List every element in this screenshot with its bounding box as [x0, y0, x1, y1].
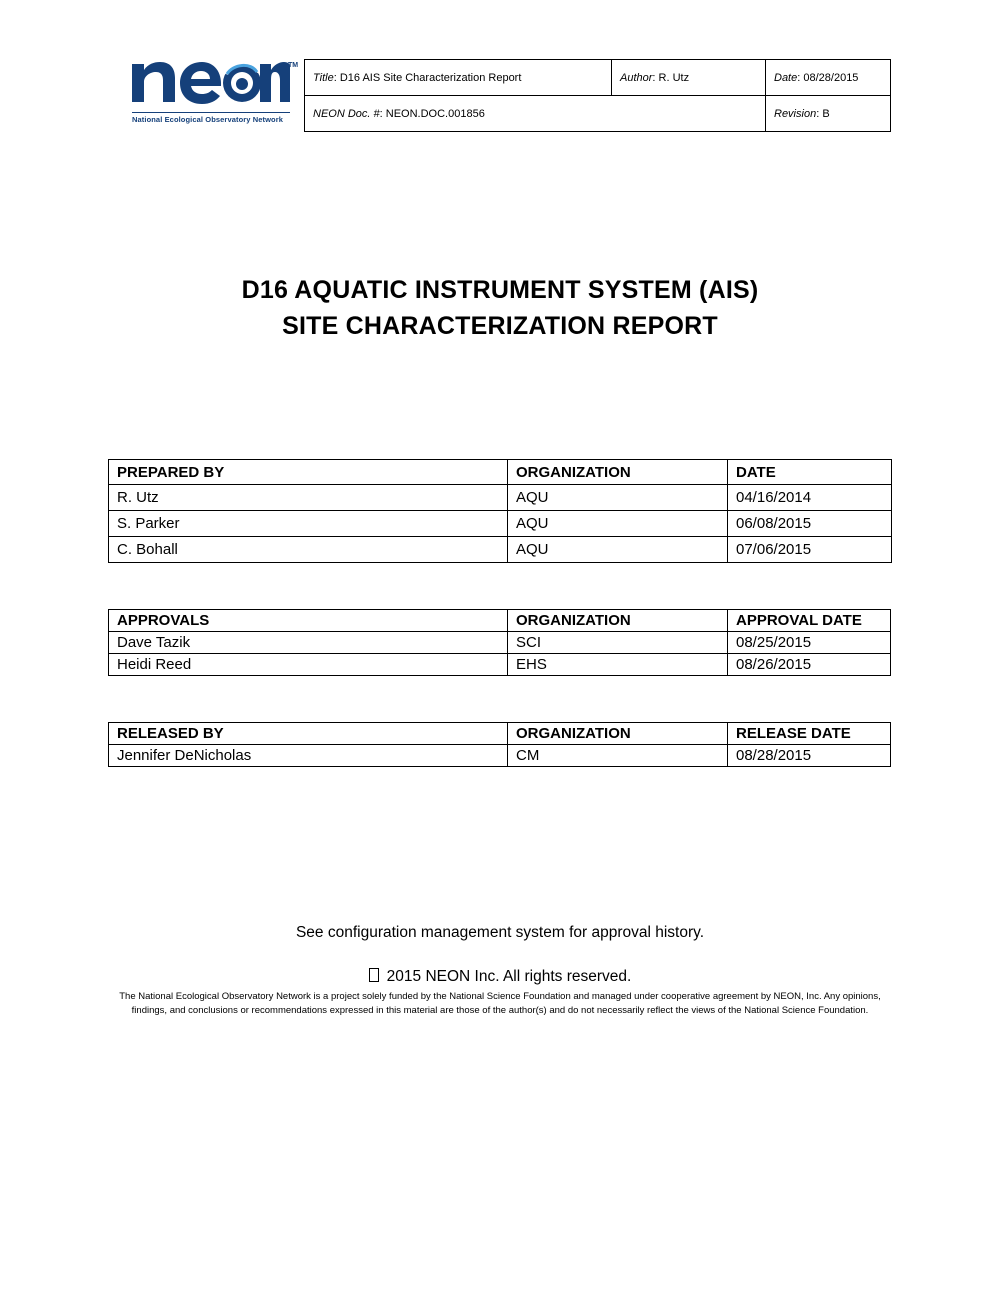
column-header: PREPARED BY — [109, 460, 508, 485]
released-by-table — [108, 722, 891, 767]
funding-disclaimer: The National Ecological Observatory Network is a project solely funded by the National Science Foundation and managed under cooperative agreement by NEON, Inc. Any opinions, findings, and conclusions or recommendations expressed in this material are those of the author(s) and do not necessarily reflect the views of the National Science Foundation. — [119, 991, 881, 1016]
header-doc-number-cell: NEON Doc. #: NEON.DOC.001856 — [305, 96, 766, 132]
table-cell: Dave Tazik — [109, 632, 508, 654]
header-revision-value: B — [822, 107, 830, 120]
header-doc-label: NEON Doc. # — [313, 107, 380, 120]
column-header: ORGANIZATION — [508, 610, 728, 632]
neon-logo — [130, 60, 300, 128]
table-cell: 06/08/2015 — [728, 511, 892, 537]
column-header: APPROVAL DATE — [728, 610, 891, 632]
neon-wordmark-graphic — [130, 54, 290, 106]
header-author-value: R. Utz — [658, 71, 690, 84]
table-cell: 08/28/2015 — [728, 745, 891, 767]
table-cell: SCI — [508, 632, 728, 654]
table-cell: AQU — [508, 537, 728, 563]
header-doc-value: NEON.DOC.001856 — [385, 107, 485, 120]
header-revision-label: Revision — [774, 107, 817, 120]
copyright-line — [0, 968, 1000, 986]
config-management-note: See configuration management system for approval history. — [295, 924, 705, 941]
table-cell: 08/25/2015 — [728, 632, 891, 654]
table-cell: S. Parker — [109, 511, 508, 537]
table-cell: 08/26/2015 — [728, 654, 891, 676]
copyright-text: 2015 NEON Inc. All rights reserved. — [386, 968, 632, 985]
header-date-label: Date — [774, 71, 798, 84]
table-cell: R. Utz — [109, 485, 508, 511]
table-row — [109, 632, 891, 654]
column-header: ORGANIZATION — [508, 723, 728, 745]
logo-rule — [132, 112, 290, 113]
table-cell: AQU — [508, 485, 728, 511]
table-cell: Jennifer DeNicholas — [109, 745, 508, 767]
table-header-row — [109, 460, 892, 485]
table-cell: 07/06/2015 — [728, 537, 892, 563]
header-author-cell: Author: R. Utz — [612, 60, 766, 96]
header-title-value: D16 AIS Site Characterization Report — [339, 71, 522, 84]
table-cell: 04/16/2014 — [728, 485, 892, 511]
table-cell: C. Bohall — [109, 537, 508, 563]
header-title-cell: Title: D16 AIS Site Characterization Report — [305, 60, 612, 96]
logo-wordmark — [130, 54, 290, 106]
header-author-label: Author — [620, 71, 653, 84]
table-cell: EHS — [508, 654, 728, 676]
column-header: ORGANIZATION — [508, 460, 728, 485]
table-cell: AQU — [508, 511, 728, 537]
logo-trademark: TM — [288, 62, 299, 69]
prepared-by-table — [108, 459, 892, 563]
table-row — [109, 511, 892, 537]
column-header: RELEASE DATE — [728, 723, 891, 745]
table-header-row — [109, 610, 891, 632]
table-cell: Heidi Reed — [109, 654, 508, 676]
table-cell: CM — [508, 745, 728, 767]
document-header-table — [304, 59, 891, 132]
table-row — [109, 537, 892, 563]
document-title — [0, 272, 1000, 344]
table-header-row — [109, 723, 891, 745]
table-row — [109, 654, 891, 676]
logo-subtitle: National Ecological Observatory Network — [132, 115, 284, 124]
header-title-label: Title — [313, 71, 334, 84]
table-row — [109, 485, 892, 511]
column-header: DATE — [728, 460, 892, 485]
document-title-line1: D16 AQUATIC INSTRUMENT SYSTEM (AIS) — [241, 276, 759, 304]
copyright-symbol-icon — [369, 968, 379, 982]
header-date-value: 08/28/2015 — [803, 71, 859, 84]
header-revision-cell: Revision: B — [766, 96, 891, 132]
table-row — [109, 745, 891, 767]
column-header: RELEASED BY — [109, 723, 508, 745]
approvals-table — [108, 609, 891, 676]
column-header: APPROVALS — [109, 610, 508, 632]
header-date-cell: Date: 08/28/2015 — [766, 60, 891, 96]
document-title-line2: SITE CHARACTERIZATION REPORT — [282, 312, 718, 340]
